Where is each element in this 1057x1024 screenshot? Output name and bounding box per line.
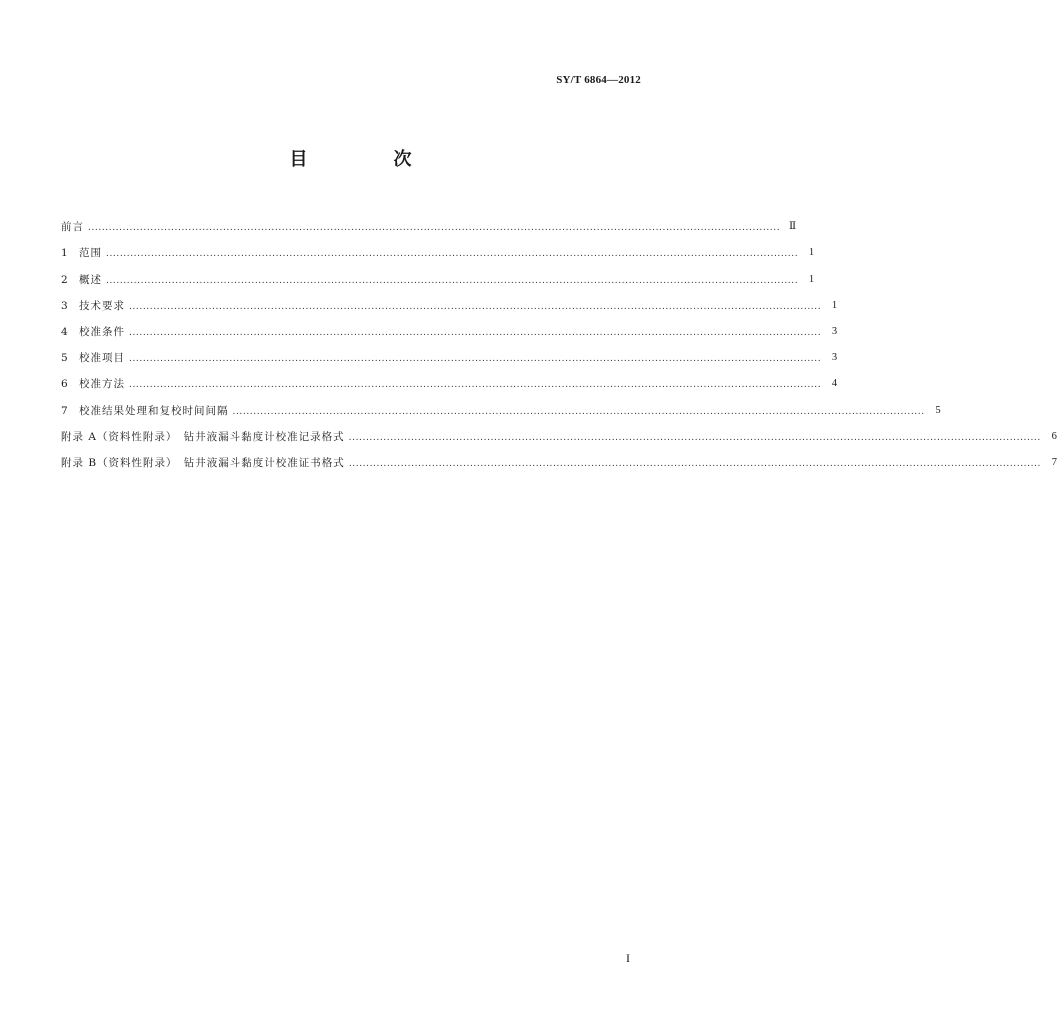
toc-entry-page: 1 [808,247,815,259]
dot-leader: ........................................................................................................................................................................................................ [348,432,1041,443]
toc-entry-number: 1 [61,247,68,260]
toc-entry-page: 7 [1051,456,1057,468]
toc-entry-label: 概述 [79,273,102,286]
toc-entry-overview[interactable] [61,259,815,286]
toc-entry-page: 1 [808,273,815,285]
toc-entry-calibration-methods[interactable] [61,364,838,391]
dot-leader: ........................................................................................................................................................................................................ [106,249,799,260]
dot-leader: ........................................................................................................................................................................................................ [129,380,822,391]
toc-entry-page: Ⅱ [789,221,797,233]
toc-entry-calibration-items[interactable] [61,338,838,365]
toc-entry-label: 校准方法 [79,378,125,391]
dot-leader: ........................................................................................................................................................................................................ [129,301,822,312]
dot-leader: ........................................................................................................................................................................................................ [106,275,799,286]
toc-entry-label: 附录 A（资料性附录） 钻井液漏斗黏度计校准记录格式 [61,430,345,443]
toc-entry-page: 5 [935,404,941,416]
toc-title: 目 次 [289,149,446,170]
toc-entry-appendix-a[interactable] [61,417,1057,443]
toc-entry-technical-requirements[interactable] [61,286,838,312]
table-of-contents [61,207,1057,469]
page-number: I [626,951,630,965]
toc-entry-label: 前言 [61,221,84,234]
toc-entry-appendix-b[interactable] [61,443,1057,469]
toc-entry-number: 7 [61,404,68,417]
dot-leader: ........................................................................................................................................................................................................ [348,458,1041,469]
dot-leader: ........................................................................................................................................................................................................ [88,223,781,234]
toc-entry-page: 4 [831,378,838,390]
toc-entry-foreword[interactable] [61,207,797,234]
toc-entry-label: 校准结果处理和复校时间间隔 [79,404,229,417]
toc-entry-number: 3 [61,299,68,312]
toc-entry-number: 4 [61,325,68,338]
toc-entry-results-and-interval[interactable] [61,390,941,417]
toc-entry-page: 3 [831,325,838,337]
dot-leader: ........................................................................................................................................................................................................ [129,327,822,338]
dot-leader: ........................................................................................................................................................................................................ [232,406,925,417]
toc-entry-number: 6 [61,378,68,391]
toc-entry-number: 5 [61,352,68,365]
toc-entry-label: 校准项目 [79,352,125,365]
toc-entry-calibration-conditions[interactable] [61,312,838,338]
toc-entry-page: 3 [831,352,838,364]
dot-leader: ........................................................................................................................................................................................................ [129,354,822,365]
toc-entry-label: 校准条件 [79,325,125,338]
toc-entry-label: 范围 [79,247,102,260]
toc-entry-number: 2 [61,273,68,286]
toc-entry-label: 技术要求 [79,299,125,312]
toc-entry-page: 1 [831,299,838,311]
toc-entry-label: 附录 B（资料性附录） 钻井液漏斗黏度计校准证书格式 [61,456,345,469]
toc-entry-page: 6 [1051,430,1057,442]
toc-entry-scope[interactable] [61,233,815,260]
standard-code: SY/T 6864—2012 [556,74,641,86]
